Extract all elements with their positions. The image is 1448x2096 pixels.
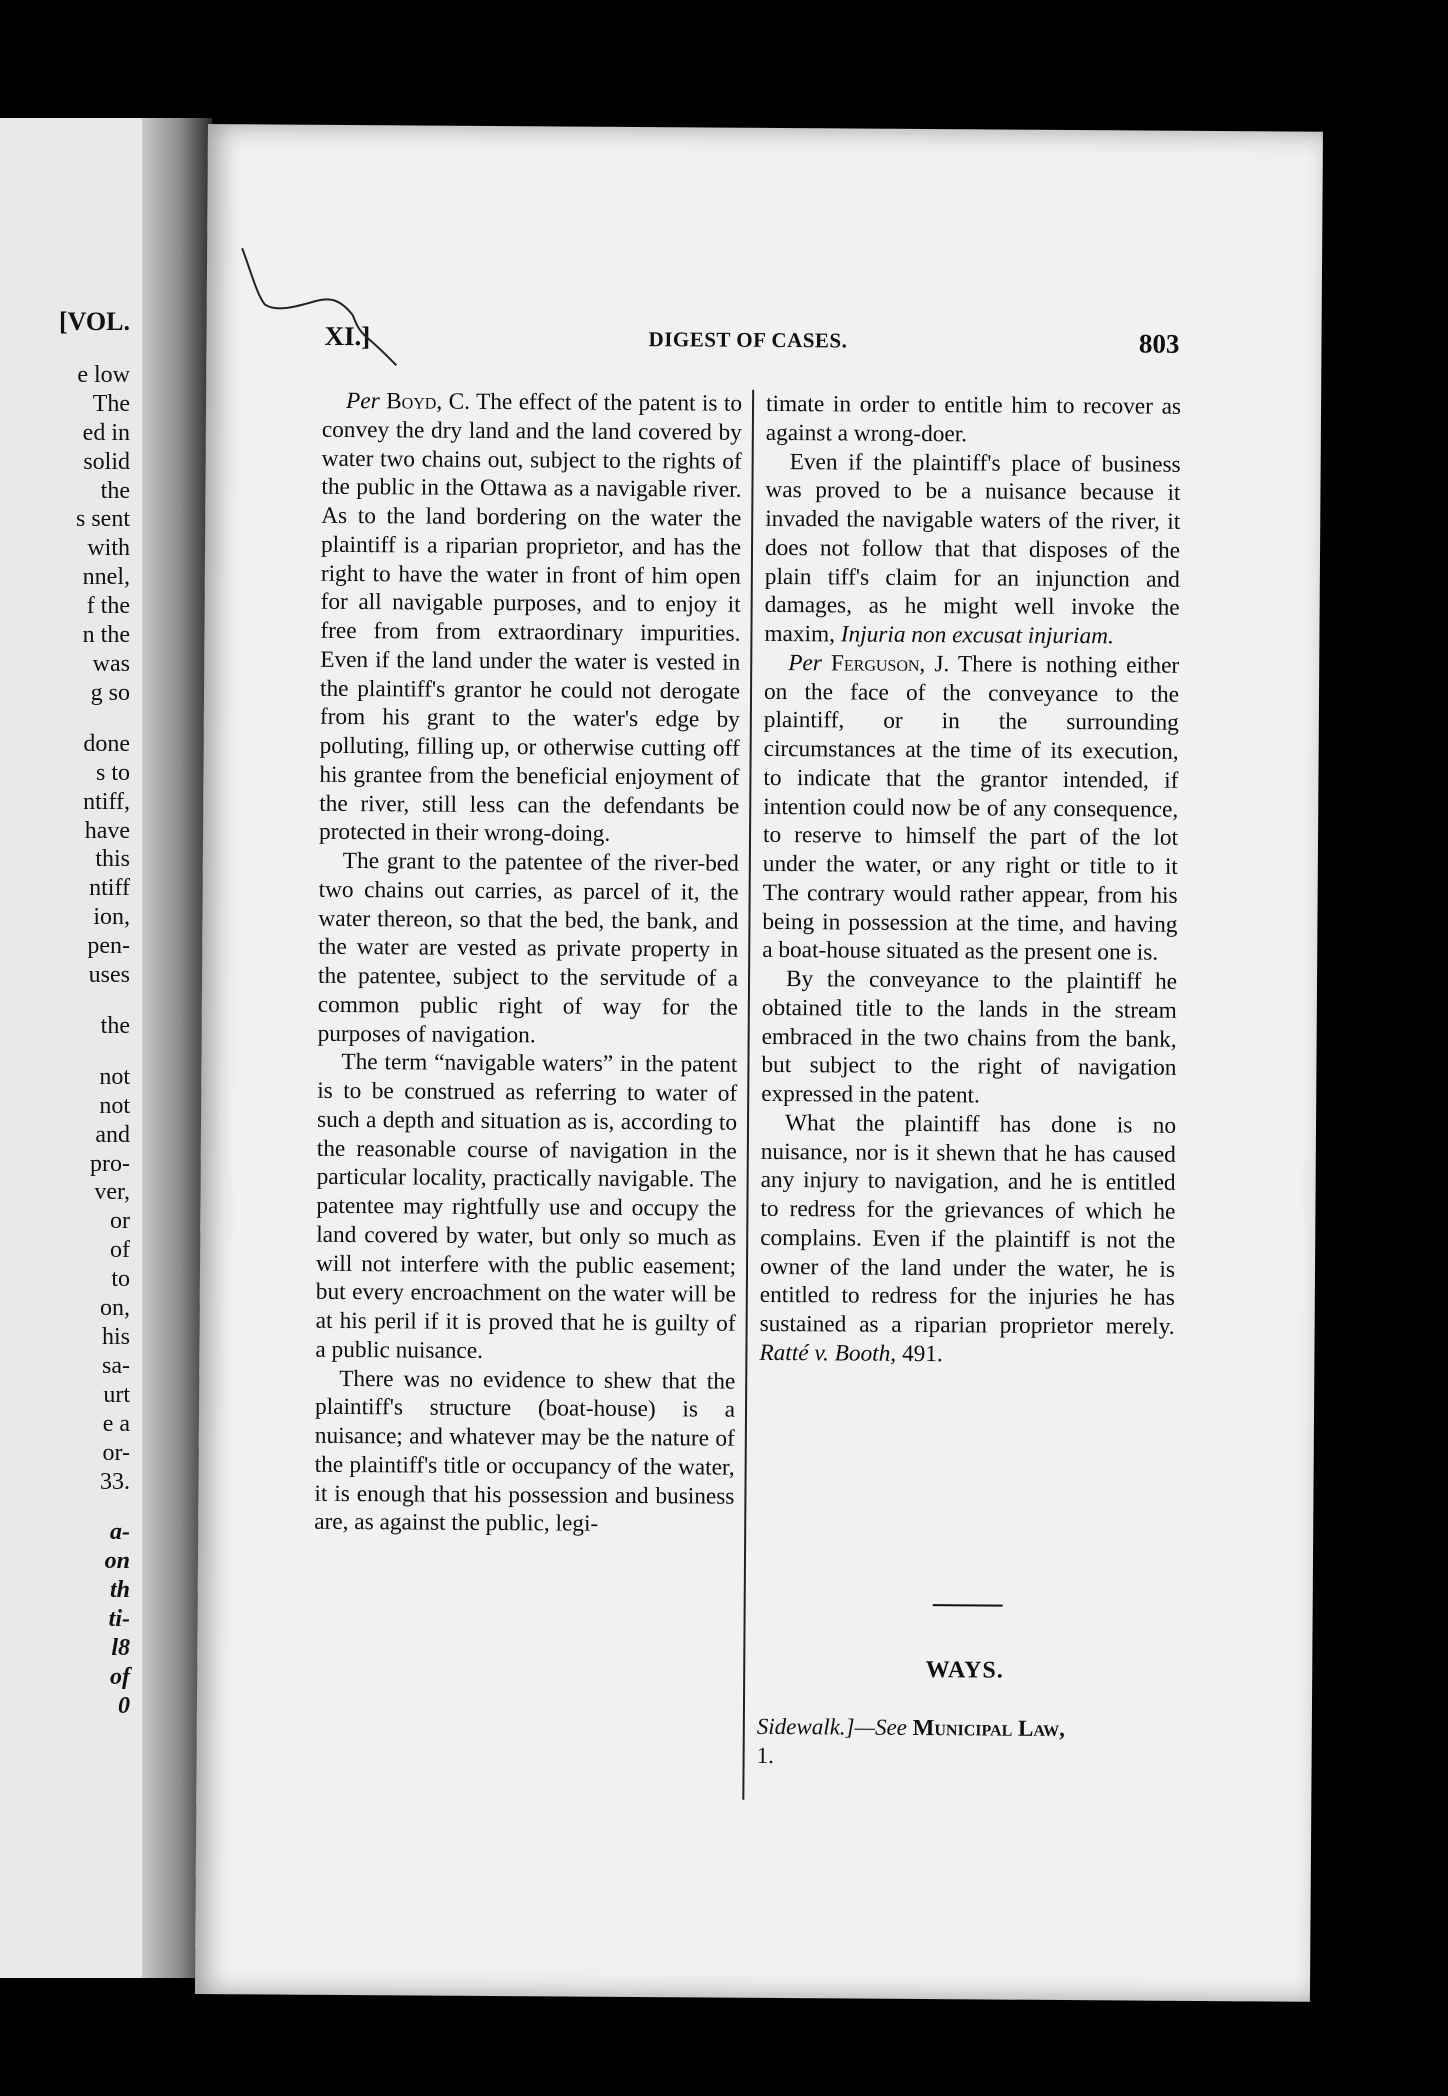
- facing-page-line: ti-: [108, 1606, 130, 1633]
- paragraph-conveyance: By the conveyance to the plaintiff he obtained title to the lands in the stream embraced in the two chains from the bank, but subject to the right of navigation expressed in the patent.: [761, 966, 1178, 1109]
- facing-page-line: done: [83, 730, 130, 757]
- facing-page-line: g so: [90, 679, 130, 706]
- facing-page-line: his: [101, 1324, 130, 1350]
- facing-page-line: the: [100, 477, 130, 504]
- facing-page-line: pro-: [90, 1150, 130, 1177]
- facing-page-line: and: [95, 1121, 130, 1148]
- facing-page-line: or-: [102, 1439, 130, 1466]
- facing-page-line: of: [110, 1663, 130, 1690]
- paragraph-text: There is nothing either on the face of the conveyance to the plaintiff, or in the surrounding circumstances at the time of its execution, to indicate that the grantor intended, if intention could now be of any consequence, to reserve to himself the part of the lot under the water, or any right or title to it The contrary would rather appear, from his being in possession at the time, and having a boat-house situated as the present one is.: [762, 650, 1180, 966]
- facing-page-line: pen-: [87, 933, 130, 960]
- reference-title: Municipal Law,: [912, 1714, 1066, 1742]
- facing-page-line: the: [100, 1012, 130, 1039]
- paragraph-grant: The grant to the patentee of the river-bed two chains out carries, as parcel of it, the water thereon, so that the bed, the bank, and the water are vested as private property in the patentee, subject to the servitude of a common public right of way for the purposes of navigation.: [317, 847, 739, 1048]
- facing-page-line: nnel,: [82, 564, 130, 591]
- topic-label: Sidewalk.]: [756, 1713, 855, 1740]
- facing-page-line: th: [109, 1577, 130, 1604]
- paragraph-text: Even if the plaintiff's place of business was proved to be a nuisance because it invaded the navigable waters of the river, it does not follow that that disposes of the plain tiff's claim for an injunction and damages, as he might well invoke the maxim,: [764, 448, 1181, 648]
- judge-name: Boyd, C.: [386, 388, 471, 415]
- section-rule: [933, 1604, 1003, 1606]
- facing-page-line: 0: [118, 1692, 130, 1719]
- facing-page-line: solid: [83, 448, 130, 475]
- facing-page-line: with: [87, 535, 130, 562]
- judge-name: Ferguson, J.: [830, 650, 950, 677]
- paragraph-ferguson: [762, 649, 1179, 968]
- facing-page-line: e low: [77, 361, 130, 388]
- facing-page-block-1: [0, 361, 130, 708]
- facing-page-line: ver,: [94, 1179, 130, 1206]
- maxim: Injuria non excusat injuriam.: [840, 621, 1114, 650]
- facing-page-block-5: [0, 1518, 130, 1720]
- facing-page-line: The: [92, 390, 130, 417]
- facing-page-line: f the: [86, 593, 130, 620]
- facing-page-line: a-: [110, 1519, 130, 1546]
- facing-page-line: on: [104, 1548, 130, 1575]
- facing-page-line: ntiff,: [83, 788, 130, 815]
- facing-page-line: this: [95, 846, 130, 873]
- case-citation: 491.: [901, 1340, 943, 1367]
- section-heading-ways: WAYS.: [925, 1657, 1004, 1684]
- facing-page-line: sa-: [102, 1352, 130, 1379]
- facing-page-line: l8: [111, 1635, 130, 1662]
- facing-page-line: not: [99, 1092, 130, 1119]
- facing-page-line: s to: [95, 759, 130, 786]
- page-number: 803: [1138, 328, 1180, 359]
- paragraph-nuisance: [764, 447, 1180, 651]
- paragraph-navigable-waters: The term “navigable waters” in the patent is to be construed as referring to water of such a depth and situation as is, according to the reasonable course of navigation in the particular locality, practically navigable. The patentee may rightfully use and occupy the land covered by water, but only so much as will not interfere with the public easement; but every encroachment on the water will be at his peril if it is proved that he is guilty of a public nuisance.: [315, 1049, 738, 1364]
- facing-page-line: urt: [103, 1381, 130, 1408]
- page-title: DIGEST OF CASES.: [648, 327, 848, 353]
- facing-page-line: ed in: [82, 419, 130, 446]
- facing-page-line: s sent: [76, 506, 130, 533]
- see-label: —See: [854, 1714, 908, 1740]
- facing-page-block-4: [0, 1063, 130, 1497]
- facing-page-line: e a: [102, 1410, 130, 1437]
- paragraph-boyd: [319, 387, 742, 850]
- facing-page-block-2: [0, 730, 130, 990]
- volume-number: XI.]: [324, 320, 371, 352]
- facing-page-block-3: [0, 1012, 130, 1041]
- facing-page-line: ion,: [93, 904, 130, 931]
- facing-page-line: on,: [100, 1295, 130, 1322]
- paragraph-evidence: There was no evidence to shew that the plaintiff's structure (boat-house) is a nuisance; and whatever may be the nature of the plaintiff's title or occupancy of the water, it is enough that his possession and business are, as against the public, legi-: [314, 1365, 736, 1538]
- facing-page-header: [VOL.: [59, 307, 130, 336]
- facing-page-line: have: [84, 817, 130, 844]
- facing-page-line: not: [99, 1063, 130, 1090]
- facing-page-line: of: [110, 1237, 130, 1264]
- per-label: Per: [788, 649, 822, 677]
- left-column: [314, 387, 742, 1540]
- column-divider: [742, 390, 754, 1800]
- book-page: [195, 124, 1323, 2002]
- cross-reference: [757, 1712, 1172, 1773]
- right-column: [759, 390, 1181, 1370]
- per-label: Per: [345, 387, 380, 415]
- paragraph-continuation: timate in order to entitle him to recover as against a wrong-doer.: [765, 390, 1182, 448]
- facing-page-line: uses: [88, 962, 130, 989]
- case-name: Ratté v. Booth,: [759, 1339, 897, 1367]
- facing-page-text: [0, 308, 130, 1721]
- paragraph-text: The effect of the patent is to convey the dry land and the land covered by water two chains out, subject to the rights of the public in the Ottawa as a navigable river. As to the land bordering on the water the plaintiff is a riparian proprietor, and has the right to have the water in front of him open for all navigable purposes, and to enjoy it free from from extraordinary impurities. Even if the land under the water is vested in the plaintiff's grantor he could not derogate from his grant to the water's edge by polluting, filling up, or otherwise cutting off his grantee from the beneficial enjoyment of the river, still less can the defendants be protected in their wrong-doing.: [318, 388, 743, 848]
- running-header: [324, 320, 1180, 367]
- facing-page-line: was: [92, 650, 130, 677]
- paragraph-redress: [759, 1109, 1176, 1371]
- facing-page-line: ntiff: [89, 875, 130, 902]
- facing-page-line: 33.: [100, 1468, 130, 1495]
- facing-page-line: or: [110, 1208, 130, 1235]
- facing-page-line: n the: [82, 622, 130, 649]
- reference-number: 1.: [756, 1742, 774, 1768]
- paragraph-text: What the plaintiff has done is no nuisance, nor is it shewn that he has caused any injury to navigation, and he is entitled to redress for the grievances of which he complains. Even if the plaintiff is not the owner of the land under the water, he is entitled to redress for the injuries he has sustained as a riparian proprietor merely.: [759, 1109, 1177, 1340]
- facing-page-line: to: [111, 1266, 130, 1293]
